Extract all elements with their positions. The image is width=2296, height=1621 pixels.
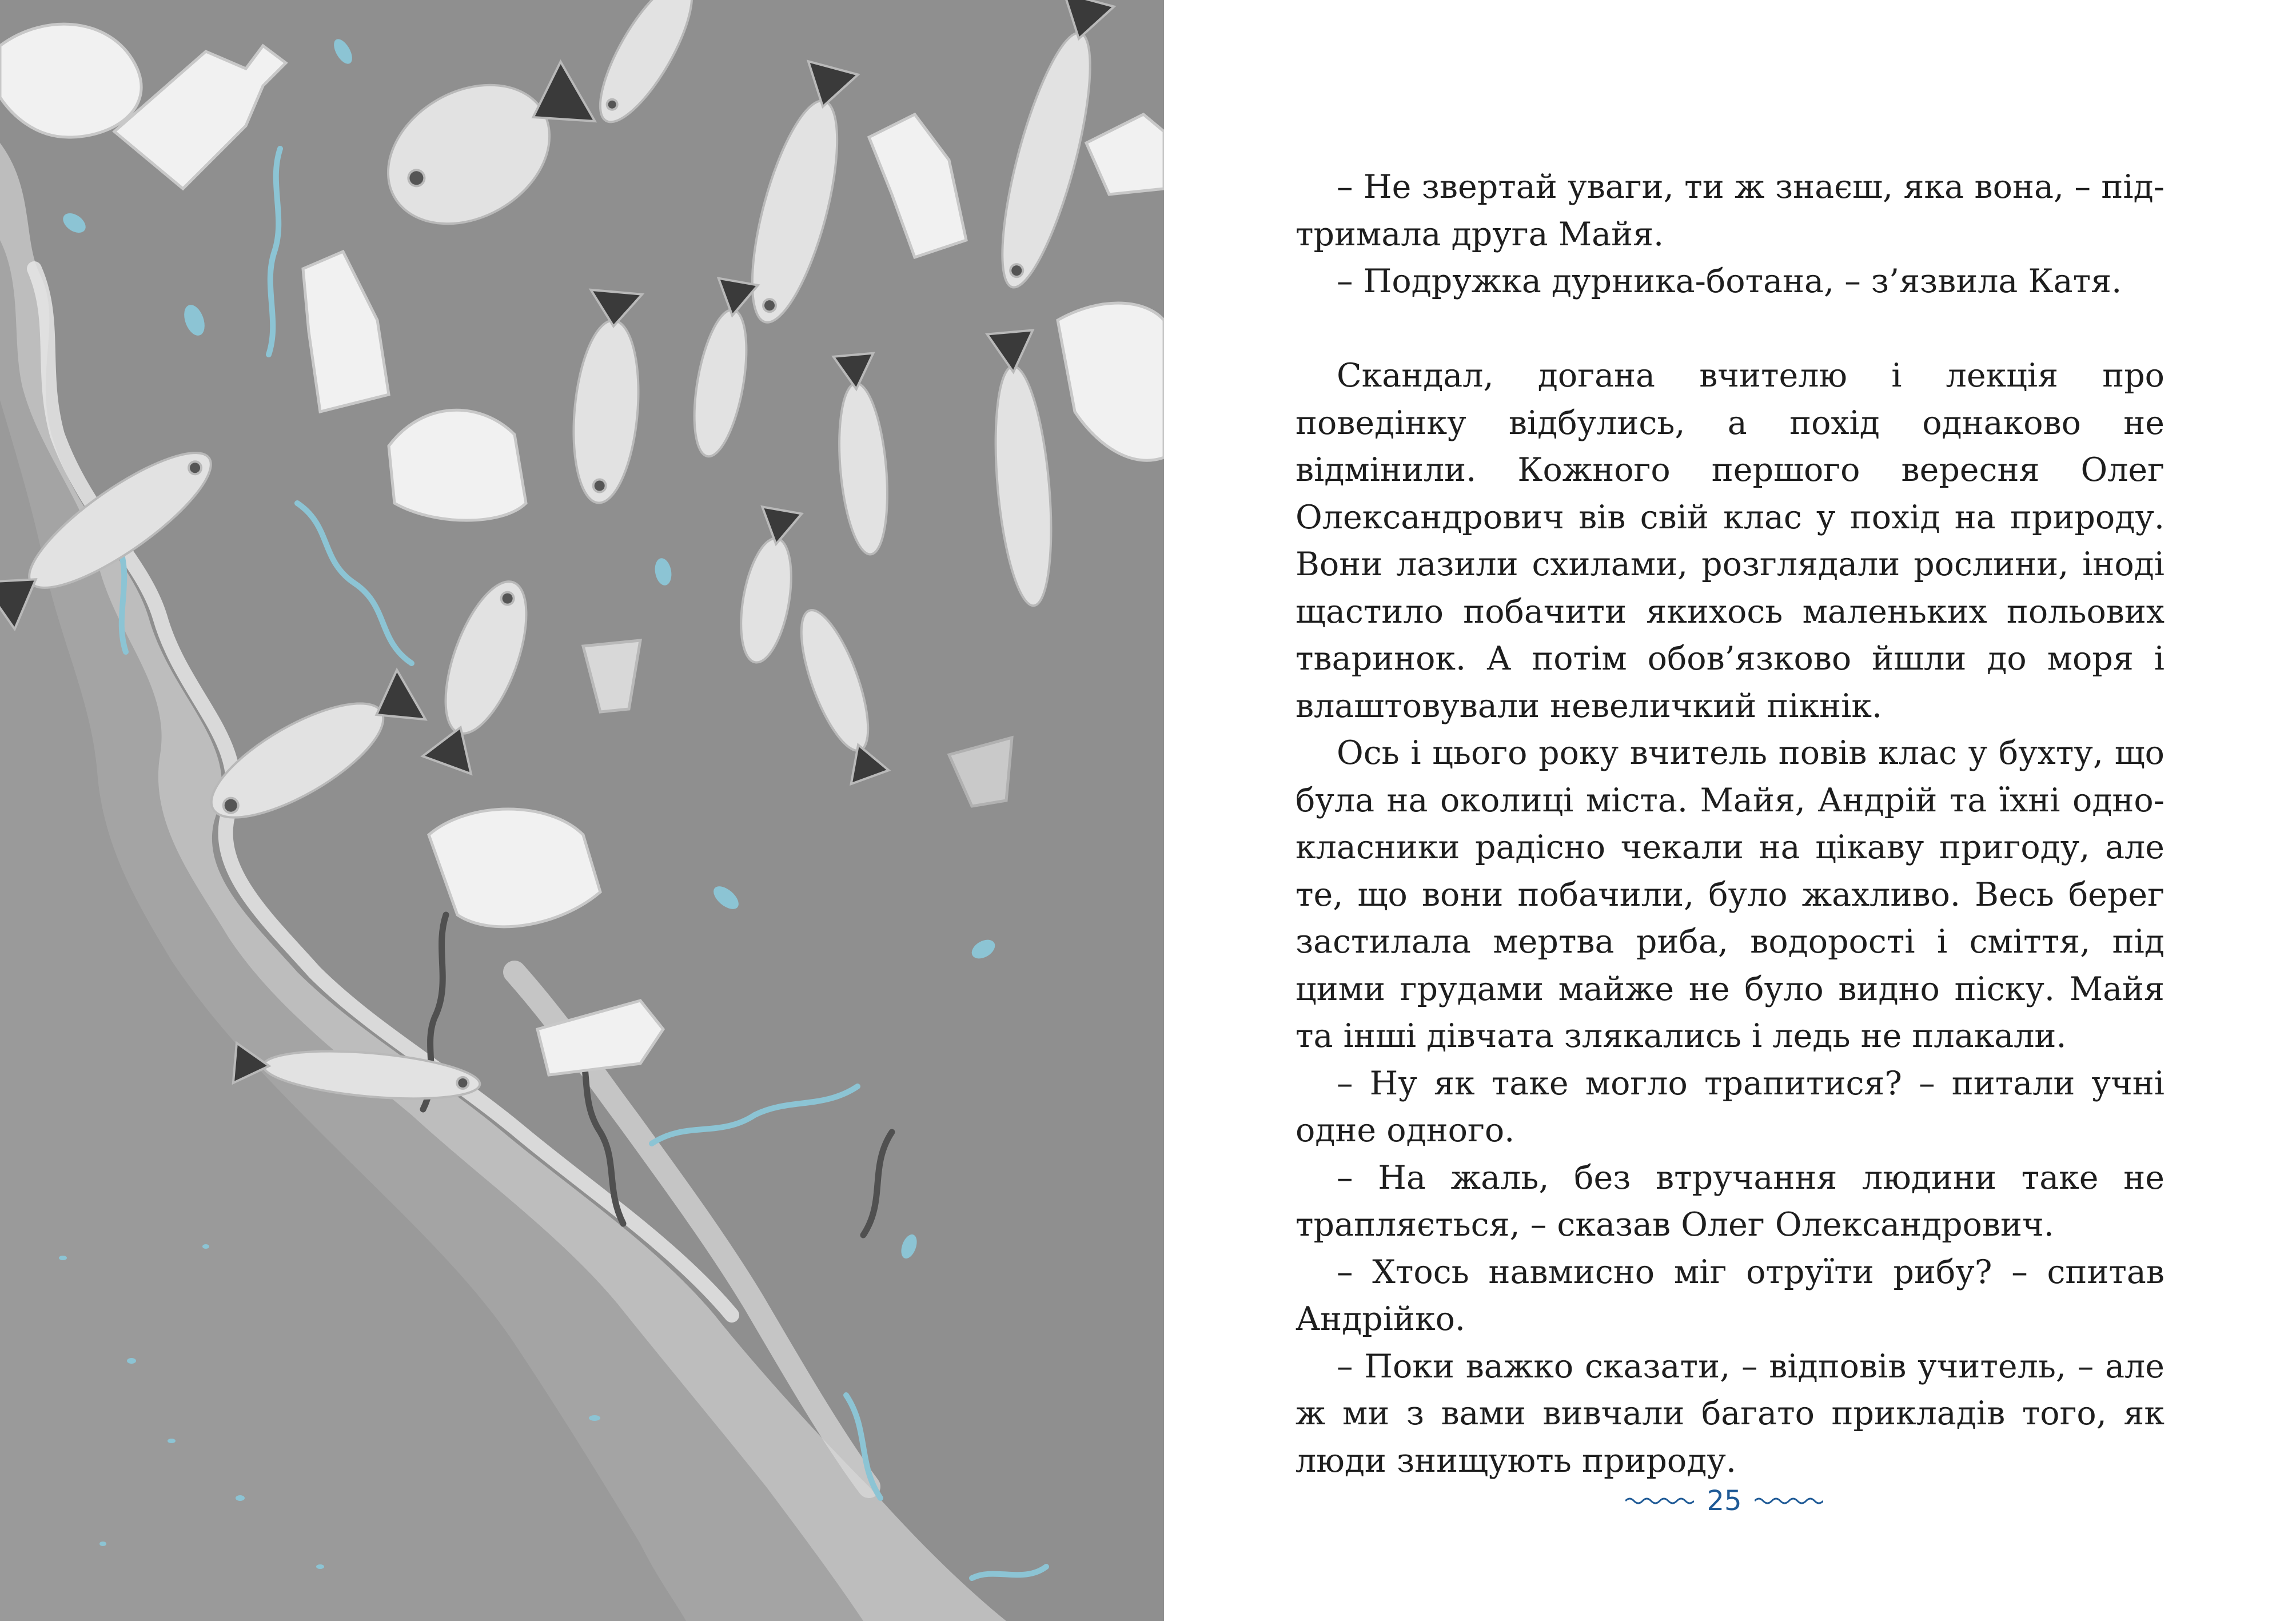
plastic-bag-center (389, 410, 526, 520)
story-text (1296, 164, 2165, 1484)
paragraph-6: – На жаль, без втручання людини таке не трапляється, – сказав Олег Олександрович. (1296, 1158, 2165, 1244)
paragraph-8: – Поки важко сказати, – відповів учитель, – але ж ми з вами вивчали багато прикладів того, як люди знищують природу. (1296, 1347, 2165, 1480)
paragraph-3: Скандал, догана вчителю і лекція про поведінку відбулись, а похід однаково не відмінили. Кожного першого вересня Олег Олександрович вів свій клас у похід на природу. Вони лазили схилами, розглядали рослини, іноді щастило побачити якихось маленьких польових тваринок. А потім обов’язково йшли до моря і влаштовували невеличкий пікнік. (1296, 357, 2165, 725)
paragraph-5: – Ну як таке могло трапитися? – питали учні одне одного. (1296, 1064, 2165, 1149)
plastic-bag-shore (429, 809, 600, 927)
paragraph-4: Ось і цього року вчитель повів клас у бухту, що була на околиці міста. Майя, Андрій та їхні однокласники радісно чекали на цікаву пригоду, але те, що вони побачили, було жахливо. Весь берег застилала мертва риба, водорості і сміття, під цими грудами майже не було видно піску. Майя та інші дівчата злякались і ледь не плакали. (1296, 734, 2165, 1055)
page-number (1621, 1481, 1827, 1521)
wave-ornament-left-icon (1625, 1495, 1694, 1507)
text-page (1164, 0, 2296, 1621)
paragraph-7: – Хтось навмисно міг отруїти рибу? – спитав Андрійко. (1296, 1253, 2165, 1338)
paragraph-2: – Подружка дурника-ботана, – з’язвила Катя. (1337, 262, 2122, 300)
page-number-value: 25 (1707, 1485, 1742, 1517)
wave-ornament-right-icon (1755, 1495, 1823, 1507)
paragraph-1: – Не звертай уваги, ти ж знаєш, яка вона, – підтримала друга Майя. (1296, 168, 2165, 253)
